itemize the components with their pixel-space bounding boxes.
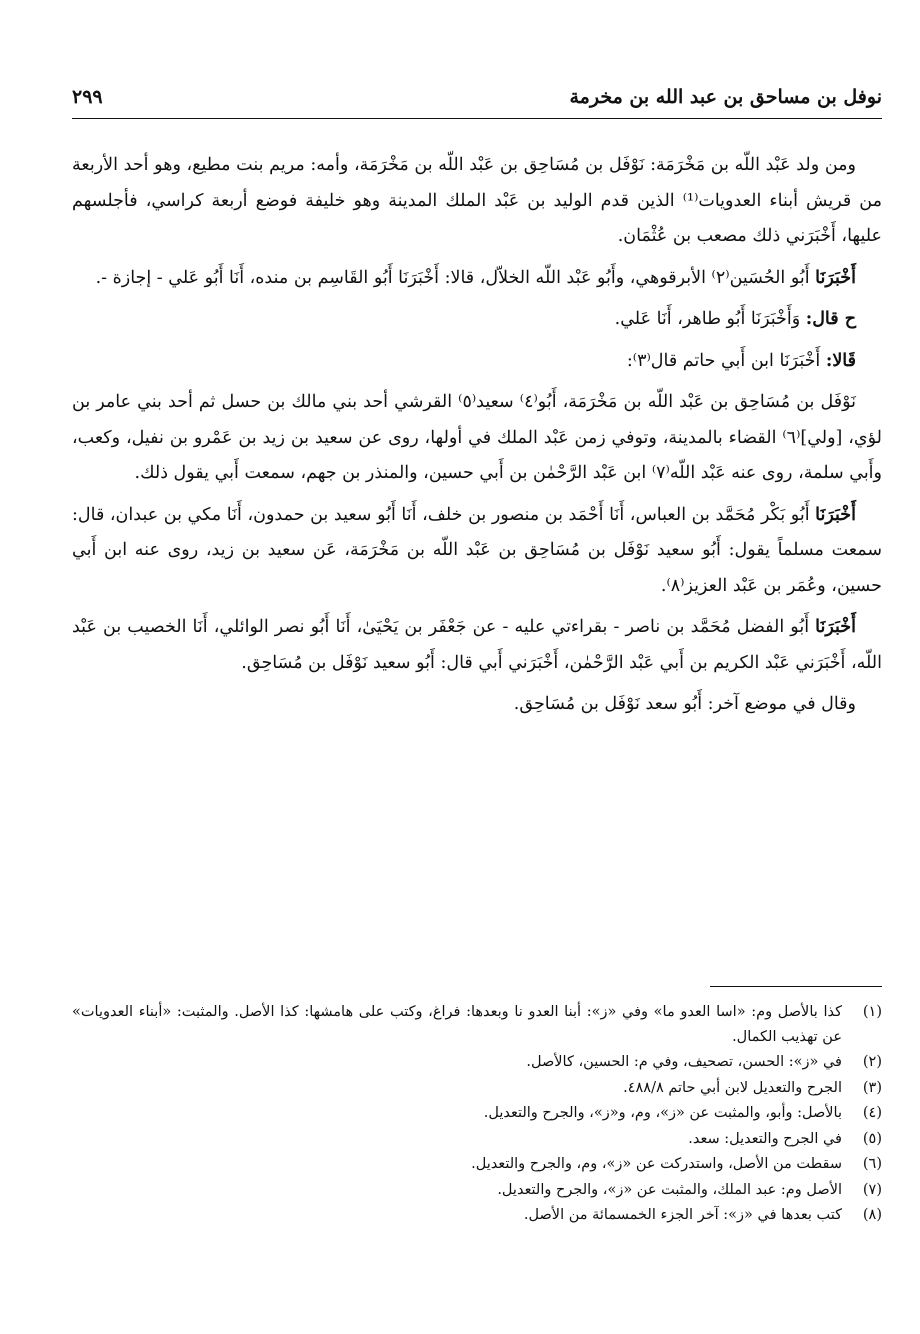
paragraph: [72, 498, 882, 605]
paragraph-lead: أَخْبَرَنَا: [815, 504, 856, 525]
footnote-number: (٦): [862, 1156, 882, 1172]
footnote: [72, 1152, 882, 1177]
paragraph-text: أَبُو الفضل مُحَمَّد بن ناصر - بقراءتي عليه - عن جَعْفَر بن يَحْيَىٰ، أَنَا أَبُو نصر الوائلي، أَنَا الخصيب بن عَبْد اللّه، أَخْبَرَني عَبْد الكريم بن أَبي عَبْد الرَّحْمٰن، أَخْبَرَني أَبي قال: أَبُو سعيد نَوْفَل بن مُسَاحِق.: [72, 617, 882, 673]
footnote-number: (٣): [862, 1079, 882, 1096]
footnote: [72, 1076, 882, 1101]
footnote-text: سقطت من الأصل، واستدركت عن «ز»، وم، والجرح والتعديل.: [471, 1156, 842, 1172]
footnote: [72, 1178, 882, 1203]
footnote-text: كذا بالأصل وم: «اسا العدو ما» وفي «ز»: أبنا العدو نا وبعدها: فراغ، وكتب على هامشها: كذا الأصل. والمثبت: «أبناء العدويات» عن تهذيب الكمال.: [72, 1004, 842, 1045]
page-header: [72, 82, 882, 119]
footnote-number: (٥): [862, 1130, 882, 1147]
paragraph: [72, 687, 882, 723]
footnote-text: في الجرح والتعديل: سعد.: [688, 1130, 842, 1147]
footnote-number: (٨): [862, 1207, 882, 1223]
paragraph-text: أَخْبَرَنَا ابن أَبي حاتم قال⁽٣⁾:: [626, 350, 826, 371]
main-text: [72, 148, 882, 729]
footnote-text: الجرح والتعديل لابن أبي حاتم ٤٨٨/٨.: [623, 1079, 842, 1096]
paragraph: [72, 344, 882, 380]
footnote: [72, 1000, 882, 1049]
paragraph: [72, 385, 882, 492]
footnote: [72, 1101, 882, 1126]
footnote-text: في «ز»: الحسن، تصحيف، وفي م: الحسين، كالأصل.: [526, 1054, 842, 1070]
footnote-number: (٤): [862, 1105, 882, 1121]
paragraph-text: وقال في موضع آخر: أَبُو سعد نَوْفَل بن مُسَاحِق.: [513, 694, 856, 714]
footnote: [72, 1203, 882, 1228]
paragraph-text: نَوْفَل بن مُسَاحِق بن عَبْد اللّه بن مَخْرَمَة، أَبُو⁽٤⁾ سعيد⁽٥⁾ القرشي أحد بني مالك بن حسل ثم أحد بني عامر بن لؤي، [ولي]⁽٦⁾ القضاء بالمدينة، وتوفي زمن عَبْد الملك في أولها، روى عن سعيد بن زيد بن عَمْرو بن نفيل، وكعب، وأَبي سلمة، روى عنه عَبْد اللّه⁽٧⁾ ابن عَبْد الرَّحْمٰن بن أَبي حسين، والمنذر بن جهم، سمعت أَبي يقول ذلك.: [72, 392, 882, 483]
paragraph: [72, 261, 882, 297]
paragraph-lead: أَخْبَرَنَا: [815, 267, 856, 288]
footnote-separator: [710, 986, 882, 987]
paragraph-text: ومن ولد عَبْد اللّه بن مَخْرَمَة: نَوْفَل بن مُسَاحِق بن عَبْد اللّه بن مَخْرَمَة، وأمه: مريم بنت مطيع، وهو أحد الأربعة من قريش أبناء العدويات⁽¹⁾ الذين قدم الوليد بن عَبْد الملك المدينة وهو خليفة فوضع أربعة كراسي، فأجلسهم عليها، أَخْبَرَني ذلك مصعب بن عُثْمَان.: [72, 155, 883, 246]
footnote-text: الأصل وم: عبد الملك، والمثبت عن «ز»، والجرح والتعديل.: [497, 1181, 842, 1198]
paragraph: [72, 302, 882, 338]
paragraph-lead: أَخْبَرَنَا: [815, 617, 856, 637]
paragraph-lead: قَالا:: [825, 350, 856, 371]
footnote-number: (١): [862, 1004, 882, 1020]
paragraph-text: أَبُو بَكْر مُحَمَّد بن العباس، أَنَا أَحْمَد بن منصور بن خلف، أَنَا أَبُو سعيد بن حمدون، أَنَا مكي بن عبدان، قال: سمعت مسلماً يقول: أَبُو سعيد نَوْفَل بن مُسَاحِق بن عَبْد اللّه بن مَخْرَمَة، عَن سعيد بن زيد، روى عنه ابن أَبي حسين، وعُمَر بن عَبْد العزيز⁽٨⁾.: [72, 504, 882, 596]
footnote-number: (٢): [862, 1054, 882, 1070]
footnote: [72, 1050, 882, 1075]
footnote-number: (٧): [862, 1181, 882, 1198]
footnotes: [72, 1000, 882, 1229]
paragraph-text: أَبُو الحُسَين⁽٢⁾ الأبرقوهي، وأَبُو عَبْد اللّه الخلاّل، قالا: أَخْبَرَنَا أَبُو القَاسِم بن منده، أَنَا أَبُو عَلي - إجازة -.: [95, 267, 816, 288]
paragraph-text: وَأَخْبَرَنَا أَبُو طاهر، أَنَا عَلي.: [614, 309, 806, 329]
footnote-text: كتب بعدها في «ز»: آخر الجزء الخمسمائة من الأصل.: [523, 1207, 842, 1223]
paragraph-lead: ح قال:: [805, 309, 856, 329]
paragraph: [72, 148, 882, 255]
footnote-text: بالأصل: وأبو، والمثبت عن «ز»، وم، و«ز»، والجرح والتعديل.: [483, 1105, 842, 1121]
footnote: [72, 1127, 882, 1152]
running-title: نوفل بن مساحق بن عبد الله بن مخرمة: [569, 86, 882, 108]
paragraph: [72, 610, 882, 681]
page-number: ٢٩٩: [72, 86, 103, 108]
